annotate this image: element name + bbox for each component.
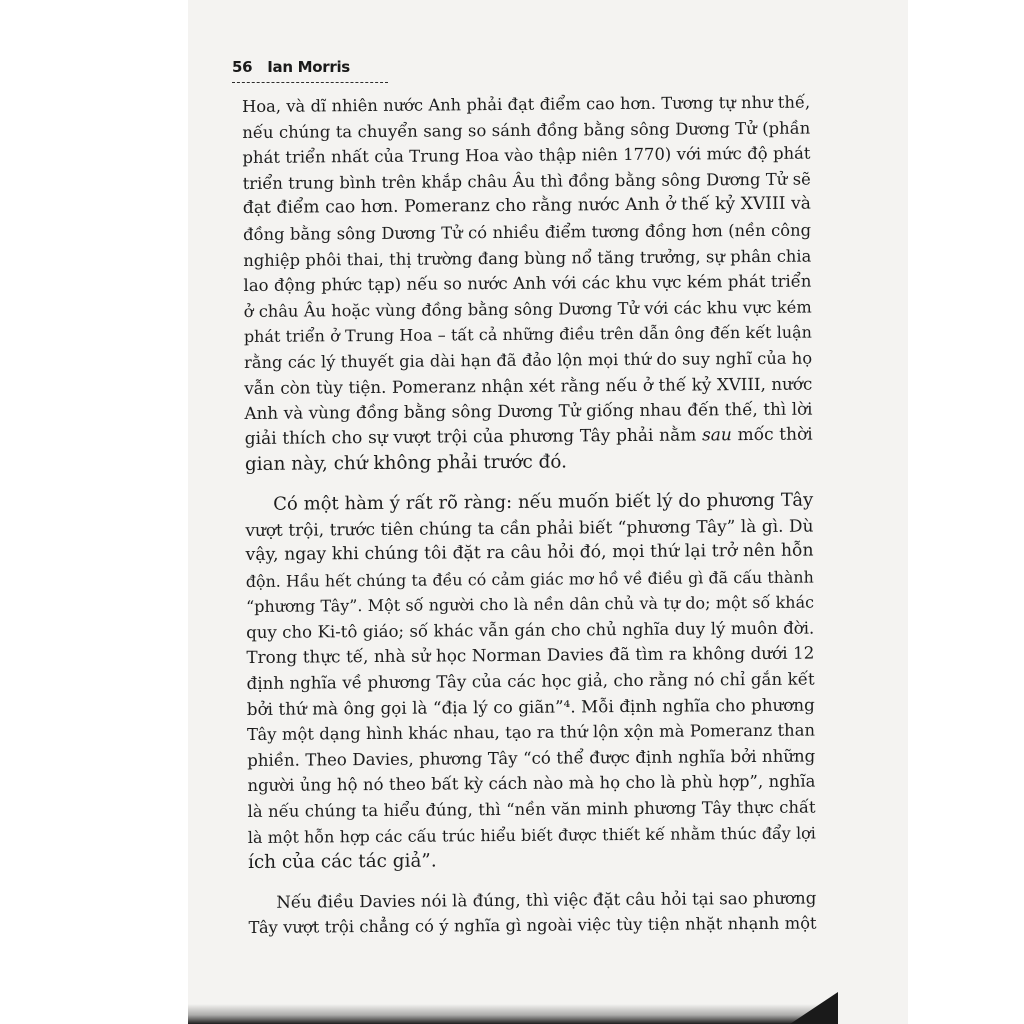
text-line: “phương Tây”. Một số người cho là nền dân chủ và tự do; một số khác — [245, 592, 815, 617]
text-line: phát triển nhất của Trung Hoa vào thập niên 1770) với mức độ phát — [242, 143, 811, 168]
text-line: bởi thứ mà ông gọi là “địa lý co giãn”⁴. Mỗi định nghĩa cho phương — [246, 694, 815, 719]
text-line: người ủng hộ nó theo bất kỳ cách nào mà họ cho là phù hợp”, nghĩa — [247, 771, 816, 796]
text-line: Tây vượt trội chẳng có ý nghĩa gì ngoài việc tùy tiện nhặt nhạnh một — [248, 913, 817, 938]
text-line: Có một hàm ý rất rõ ràng: nếu muốn biết lý do phương Tây — [273, 489, 814, 515]
text-line: đạt điểm cao hơn. Pomeranz cho rằng nước Anh ở thế kỷ XVIII và — [242, 193, 811, 219]
text-line: ích của các tác giả”. — [247, 850, 437, 874]
text-line: phát triển ở Trung Hoa – tất cả những điều trên dẫn ông đến kết luận — [243, 322, 812, 347]
text-line: triển trung bình trên khắp châu Âu thì đồng bằng sông Dương Tử sẽ — [242, 169, 811, 193]
text-line: định nghĩa về phương Tây của các học giả, cho rằng nó chỉ gắn kết — [246, 669, 815, 694]
text-line: Tây một dạng hình khác nhau, tạo ra thứ lộn xộn mà Pomeranz than — [246, 720, 816, 745]
text-line: ở châu Âu hoặc vùng đồng bằng sông Dương Tử với các khu vực kém — [243, 297, 812, 321]
text-line: Anh và vùng đồng bằng sông Dương Tử giống nhau đến thế, thì lời — [244, 398, 813, 424]
text-line: lao động phức tạp) nếu so nước Anh với các khu vực kém phát triển — [243, 271, 812, 296]
text-line: vượt trội, trước tiên chúng ta cần phải biết “phương Tây” là gì. Dù — [245, 515, 814, 540]
author-name: Ian Morris — [267, 58, 350, 76]
text-line: Trong thực tế, nhà sử học Norman Davies đã tìm ra không dưới 12 — [246, 642, 815, 668]
text-line: gian này, chứ không phải trước đó. — [244, 451, 568, 476]
text-line: nghiệp phôi thai, thị trường đang bùng nổ tăng trưởng, sự phân chia — [243, 246, 812, 270]
paragraph — [248, 885, 816, 941]
text-line-with-italic — [245, 422, 813, 452]
text-segment: mốc thời — [737, 424, 813, 445]
text-line: là một hỗn hợp các cấu trúc hiểu biết được thiết kế nhằm thúc đẩy lợi — [247, 823, 816, 847]
running-header — [232, 58, 388, 83]
text-line: phiền. Theo Davies, phương Tây “có thể được định nghĩa bởi những — [247, 746, 816, 770]
text-line: rằng các lý thuyết gia dài hạn đã đảo lộn mọi thứ do suy nghĩ của họ — [244, 348, 813, 372]
paragraph — [242, 90, 813, 478]
paragraph — [245, 487, 816, 875]
text-line: độn. Hầu hết chúng ta đều có cảm giác mơ hồ về điều gì đã cấu thành — [245, 567, 814, 591]
text-line: là nếu chúng ta hiểu đúng, thì “nền văn minh phương Tây thực chất — [247, 797, 816, 822]
text-line: đồng bằng sông Dương Tử có nhiều điểm tương đồng hơn (nền công — [243, 220, 812, 244]
text-segment: giải thích cho sự vượt trội của phương Tây phải nằm — [244, 425, 697, 449]
page-number: 56 — [232, 58, 253, 76]
page-bottom-edge — [188, 1004, 836, 1024]
text-line: vẫn còn tùy tiện. Pomeranz nhận xét rằng nếu ở thế kỷ XVIII, nước — [244, 373, 813, 398]
body-text — [242, 90, 817, 941]
text-line: Nếu điều Davies nói là đúng, thì việc đặt câu hỏi tại sao phương — [276, 888, 817, 912]
text-line: quy cho Ki-tô giáo; số khác vẫn gán cho chủ nghĩa duy lý muôn đời. — [246, 618, 815, 642]
text-line: nếu chúng ta chuyển sang so sánh đồng bằng sông Dương Tử (phần — [242, 118, 811, 142]
italic-word: sau — [701, 424, 732, 446]
text-line: vậy, ngay khi chúng tôi đặt ra câu hỏi đó, mọi thứ lại trở nên hỗn — [245, 540, 814, 566]
text-line: Hoa, và dĩ nhiên nước Anh phải đạt điểm cao hơn. Tương tự như thế, — [242, 92, 811, 116]
